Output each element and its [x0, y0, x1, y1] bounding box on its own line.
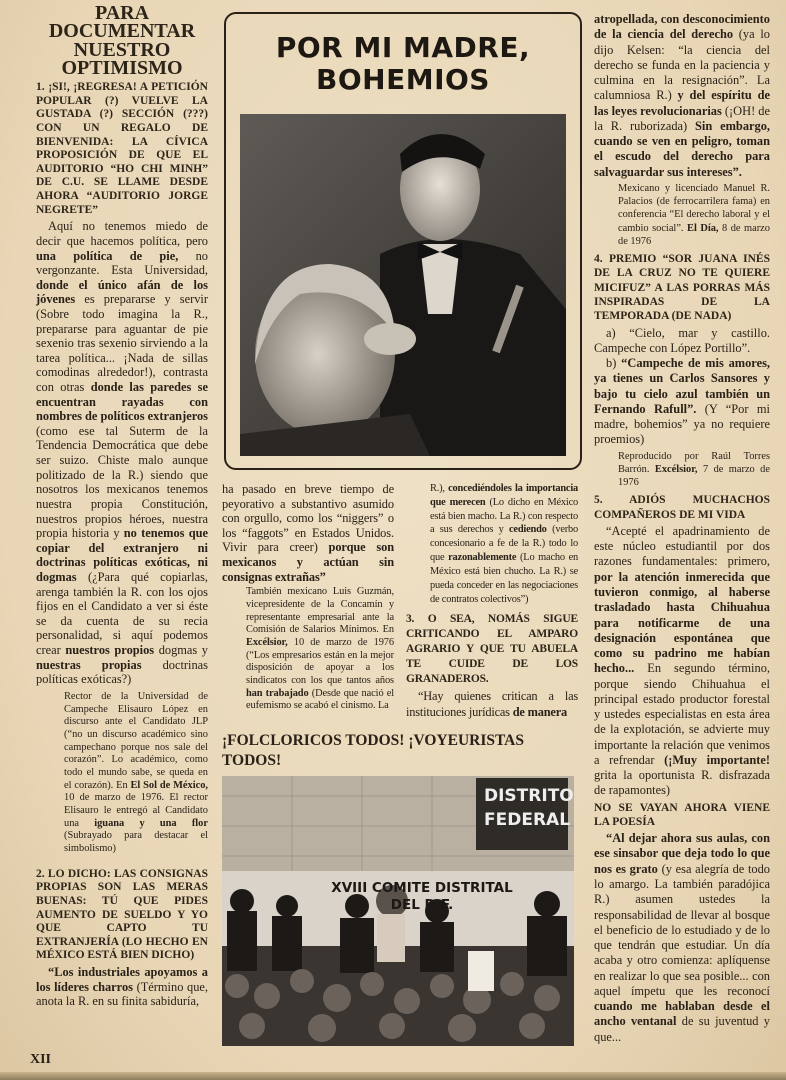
feature-headline: POR MI MADRE, BOHEMIOS [275, 31, 531, 96]
source-note [64, 691, 208, 856]
section-title: PARA DOCUMENTAR NUESTRO OPTIMISMO [48, 2, 196, 80]
text-run: (Subrayado para destacar el simbolismo) [64, 830, 208, 854]
text-run: También mexicano Luis Guzmán, vicepresidente de la Concamín y representante empresarial ante la Comisión de Salarios Mínimos. En [246, 586, 394, 636]
bold-text-run: y del espíritu de las leyes revolucionarias [594, 88, 771, 118]
left-column [36, 4, 208, 1009]
paragraph [594, 326, 770, 357]
text-run: (¿Para qué copiarlas, arenga también la R. con los ojos fijos en el Candidato a ver si éste se da cuenta de su recia personalidad, si aquí podemos crear [36, 569, 208, 658]
heading-2: 2. LO DICHO: LAS CONSIGNAS PROPIAS SON LAS MERAS BUENAS: TÚ QUE PIDES AUMENTO DE SUELDO Y YO QUE CAPTO TU EXTRANJERÍA (LO HECHO EN MÉXICO ESTÁ BIEN DICHO) [36, 867, 208, 962]
text-run: Aquí no tenemos miedo de decir que hacemos política, pero [36, 219, 208, 248]
heading-5: 5. ADIÓS MUCHACHOS COMPAÑEROS DE MI VIDA [594, 494, 770, 521]
paragraph [36, 219, 208, 687]
text-run: (ya lo dijo Kelsen: “la ciencia del derecho se funda en la paciencia y culmina en la resignación”. La calumniosa R.) [594, 27, 771, 103]
text-run: (Y “Por mi madre, bohemios” ya no requiere proemios) [594, 401, 770, 447]
paragraph [222, 482, 394, 584]
text-run: ha pasado en breve tiempo de peyorativo a substantivo asumido con orgullo, como los “niggers” o los “faggots” en Estados Unidos. Vivir para creer) [222, 482, 394, 555]
text-run: (Desde que nació el eufemismo se acabó el cinismo. La [246, 687, 394, 712]
bold-text-run: porque son mexicanos y actúan sin consignas extrañas” [222, 540, 394, 584]
bold-text-run: de manera [512, 704, 567, 719]
text-run: 8 de marzo de 1976 [618, 222, 770, 247]
bold-text-run: “Los industriales apoyamos a los líderes charros [36, 965, 208, 994]
text-run: b) [606, 356, 622, 371]
text-run: 7 de marzo de 1976 [618, 463, 770, 489]
text-run: (¡OH! de la R. ruborizada) [594, 103, 770, 133]
source-note [430, 482, 578, 606]
text-run: En segundo término, porque siendo Chihuahua el principal estado productor forestal y ustedes especialistas en esta área de la explotación, se advierte muy importante la relación que venimos a refrendar [594, 661, 770, 767]
text-run: es prepararse y servir (Sobre todo imagina la R., prepararse para aguantar de pie sexenio tras sexenio sirviendo a la tarea política... ¡Nada de sillas comodinas alrededor!), contrasta con otras [36, 292, 208, 395]
paragraph [36, 965, 208, 1009]
paragraph [594, 12, 770, 180]
bold-text-run: nuestros propios [65, 643, 155, 658]
bold-text-run: una política de pie, [36, 248, 179, 263]
text-run: (y esa alegría de todo lo amargo. La también paradójica R.) asumen ustedes la responsabilidad de llevar al bosque el beneficio de lo estudiado y de lo que tendrán que estudiar. Un día acaba y otro comienza: aplíquense en realizar lo que sea posible... con aquel ímpetu que les reconocí [594, 861, 771, 998]
distrito-federal-sign: DISTRITO FEDERAL [484, 786, 574, 830]
source-note [618, 450, 770, 490]
text-run: de su juventud y que... [594, 1014, 770, 1044]
text-run: dogmas y [154, 643, 209, 658]
bold-text-run: han trabajado [246, 687, 309, 699]
page-number: XII [30, 1052, 52, 1067]
heading-6: NO SE VAYAN AHORA VIENE LA POESÍA [594, 801, 770, 828]
bold-text-run: “Campeche de mis amores, ya tienes un Carlos Sansores y bajo tu cielo azul también un Fernando Rafull”. [594, 356, 771, 416]
text-run: (como ese tal Suterm de la Tendencia Democrática que debe ser suizo. Chiste malo aunque politizado de la R.) siendo que nosotros los mexicanos tenemos nuestra propia Constitución, nuestros propios héroes, nuestra propia historia y [36, 423, 208, 541]
paragraph [594, 831, 770, 1045]
text-run: Mexicano y licenciado Manuel R. Palacios (de ferrocarrilera fama) en conferencia “El derecho laboral y el cambio social”. [618, 182, 770, 234]
text-run: 10 de marzo de 1976 (“Los empresarios están en la mejor disposición de apoyar a los sindicatos con los que tantos años [246, 636, 394, 686]
text-run: Rector de la Universidad de Campeche Elisauro López en discurso ante el Candidato JLP (“no un discurso académico sino campechano porque nos sale del corazón”. Lo académico, como todo el mundo sabe, se queda en el corazón). En [64, 690, 208, 791]
paragraph [406, 689, 578, 721]
text-run: 10 de marzo de 1976. El rector Elisauro le entregó al Candidato una [64, 792, 208, 829]
text-run: (Lo macho en México está bien chucho. La R.) se pueda conceder en las negociaciones de contratos colectivos”) [430, 552, 578, 605]
bold-text-run: El Día, [687, 222, 719, 234]
text-run: doctrinas políticas exóticas?) [36, 657, 208, 687]
feature-photo [240, 114, 566, 456]
heading-1: 1. ¡SI!, ¡REGRESA! A PETICIÓN POPULAR (?) VUELVE LA GUSTADA (?) SECCIÓN (???) CON UN REGALO DE BIENVENIDA: LA CÍVICA PROPOSICIÓN DE QUE EL AUDITORIO “HO CHI MINH” DE C.U. SE LLAME DESDE AHORA “AUDITORIO JORGE NEGRETE” [36, 80, 208, 216]
bold-text-run: (¡Muy importante! [664, 752, 770, 767]
text-run: no vergonzante. Esta Universidad, [36, 248, 208, 278]
text-run: “Hay quienes critican a las instituciones jurídicas [406, 688, 578, 719]
text-run: a) “Cielo, mar y castillo. Campeche con López Portillo”. [594, 325, 770, 355]
photo-caption: ¡FOLCLORICOS TODOS! ¡VOYEURISTAS TODOS! [222, 732, 525, 769]
bold-text-run: nuestras propias [36, 657, 142, 672]
right-column [594, 12, 770, 1045]
paragraph [594, 524, 770, 799]
source-note [618, 182, 770, 248]
text-run: grita la oportunista R. disfrazada de rapamontes) [594, 768, 770, 798]
bold-text-run: “Al dejar ahora sus aulas, con ese sinsabor que deja todo lo que nos es grato [594, 831, 770, 876]
text-run: Reproducido por Raúl Torres Barrón. [618, 450, 770, 475]
bold-text-run: razonablemente [448, 552, 517, 564]
bold-text-run: cediendo [509, 524, 547, 536]
bold-text-run: concediéndoles la importancia que merecen [430, 483, 579, 508]
middle-column-b [406, 482, 578, 721]
feature-box [224, 12, 582, 470]
bold-text-run: Sin embargo, cuando se ven en peligro, toman el escudo del derecho para salvaguardar sus intereses”. [594, 118, 771, 179]
bold-text-run: no tenemos que copiar del extranjero ni doctrinas políticas exóticas, ni dogmas [36, 526, 209, 584]
heading-3: 3. O SEA, NOMÁS SIGUE CRITICANDO EL AMPARO AGRARIO Y QUE TU ABUELA TE CUIDE DE LOS GRANADEROS. [406, 613, 578, 685]
middle-column-a [222, 482, 394, 721]
comite-distrital-banner: XVIII COMITE DISTRITAL DEL D.F. [331, 880, 513, 913]
bold-text-run: donde las paredes se encuentran rayadas con nombres de políticos extranjeros [36, 380, 208, 424]
bold-text-run: El Sol de México, [130, 779, 208, 791]
text-run: (Término que, anota la R. en su finita sabiduría, [36, 979, 208, 1009]
text-run: (verbo concesionario a fe de la R.) todo lo que [430, 524, 578, 564]
bold-text-run: Excélsior, [246, 636, 288, 648]
bold-text-run: Excélsior, [654, 463, 698, 475]
bold-text-run: cuando me hablaban desde el ancho ventanal [594, 999, 770, 1029]
heading-4: 4. PREMIO “SOR JUANA INÉS DE LA CRUZ NO TE QUIERE MICIFUZ” A LAS PORRAS MÁS INSPIRADAS DE LA TEMPORADA (DE NADA) [594, 253, 770, 323]
portrait-photo-image [240, 114, 566, 456]
bold-text-run: por la atención inmerecida que tuvieron conmigo, al haberse trasladado hasta Chihuahua para notificarme de una designación espontánea que como su padrino me habían hecho... [594, 569, 770, 676]
bold-text-run: iguana y una flor [94, 817, 208, 829]
bold-text-run: atropellada, con desconocimiento de la ciencia del derecho [594, 12, 770, 42]
page-edge [0, 1072, 786, 1080]
text-run: R.), [430, 483, 449, 494]
source-note [246, 586, 394, 713]
text-run: “Acepté el apadrinamiento de este núcleo estudiantil por dos razones fundamentales: primero, [594, 523, 770, 569]
bold-text-run: donde el único afán de los jóvenes [36, 277, 208, 307]
text-run: (Lo dicho en México está bien macho. La R.) con respecto a sus derechos y [430, 496, 579, 536]
paragraph [594, 356, 770, 448]
rally-photo [222, 776, 574, 1046]
